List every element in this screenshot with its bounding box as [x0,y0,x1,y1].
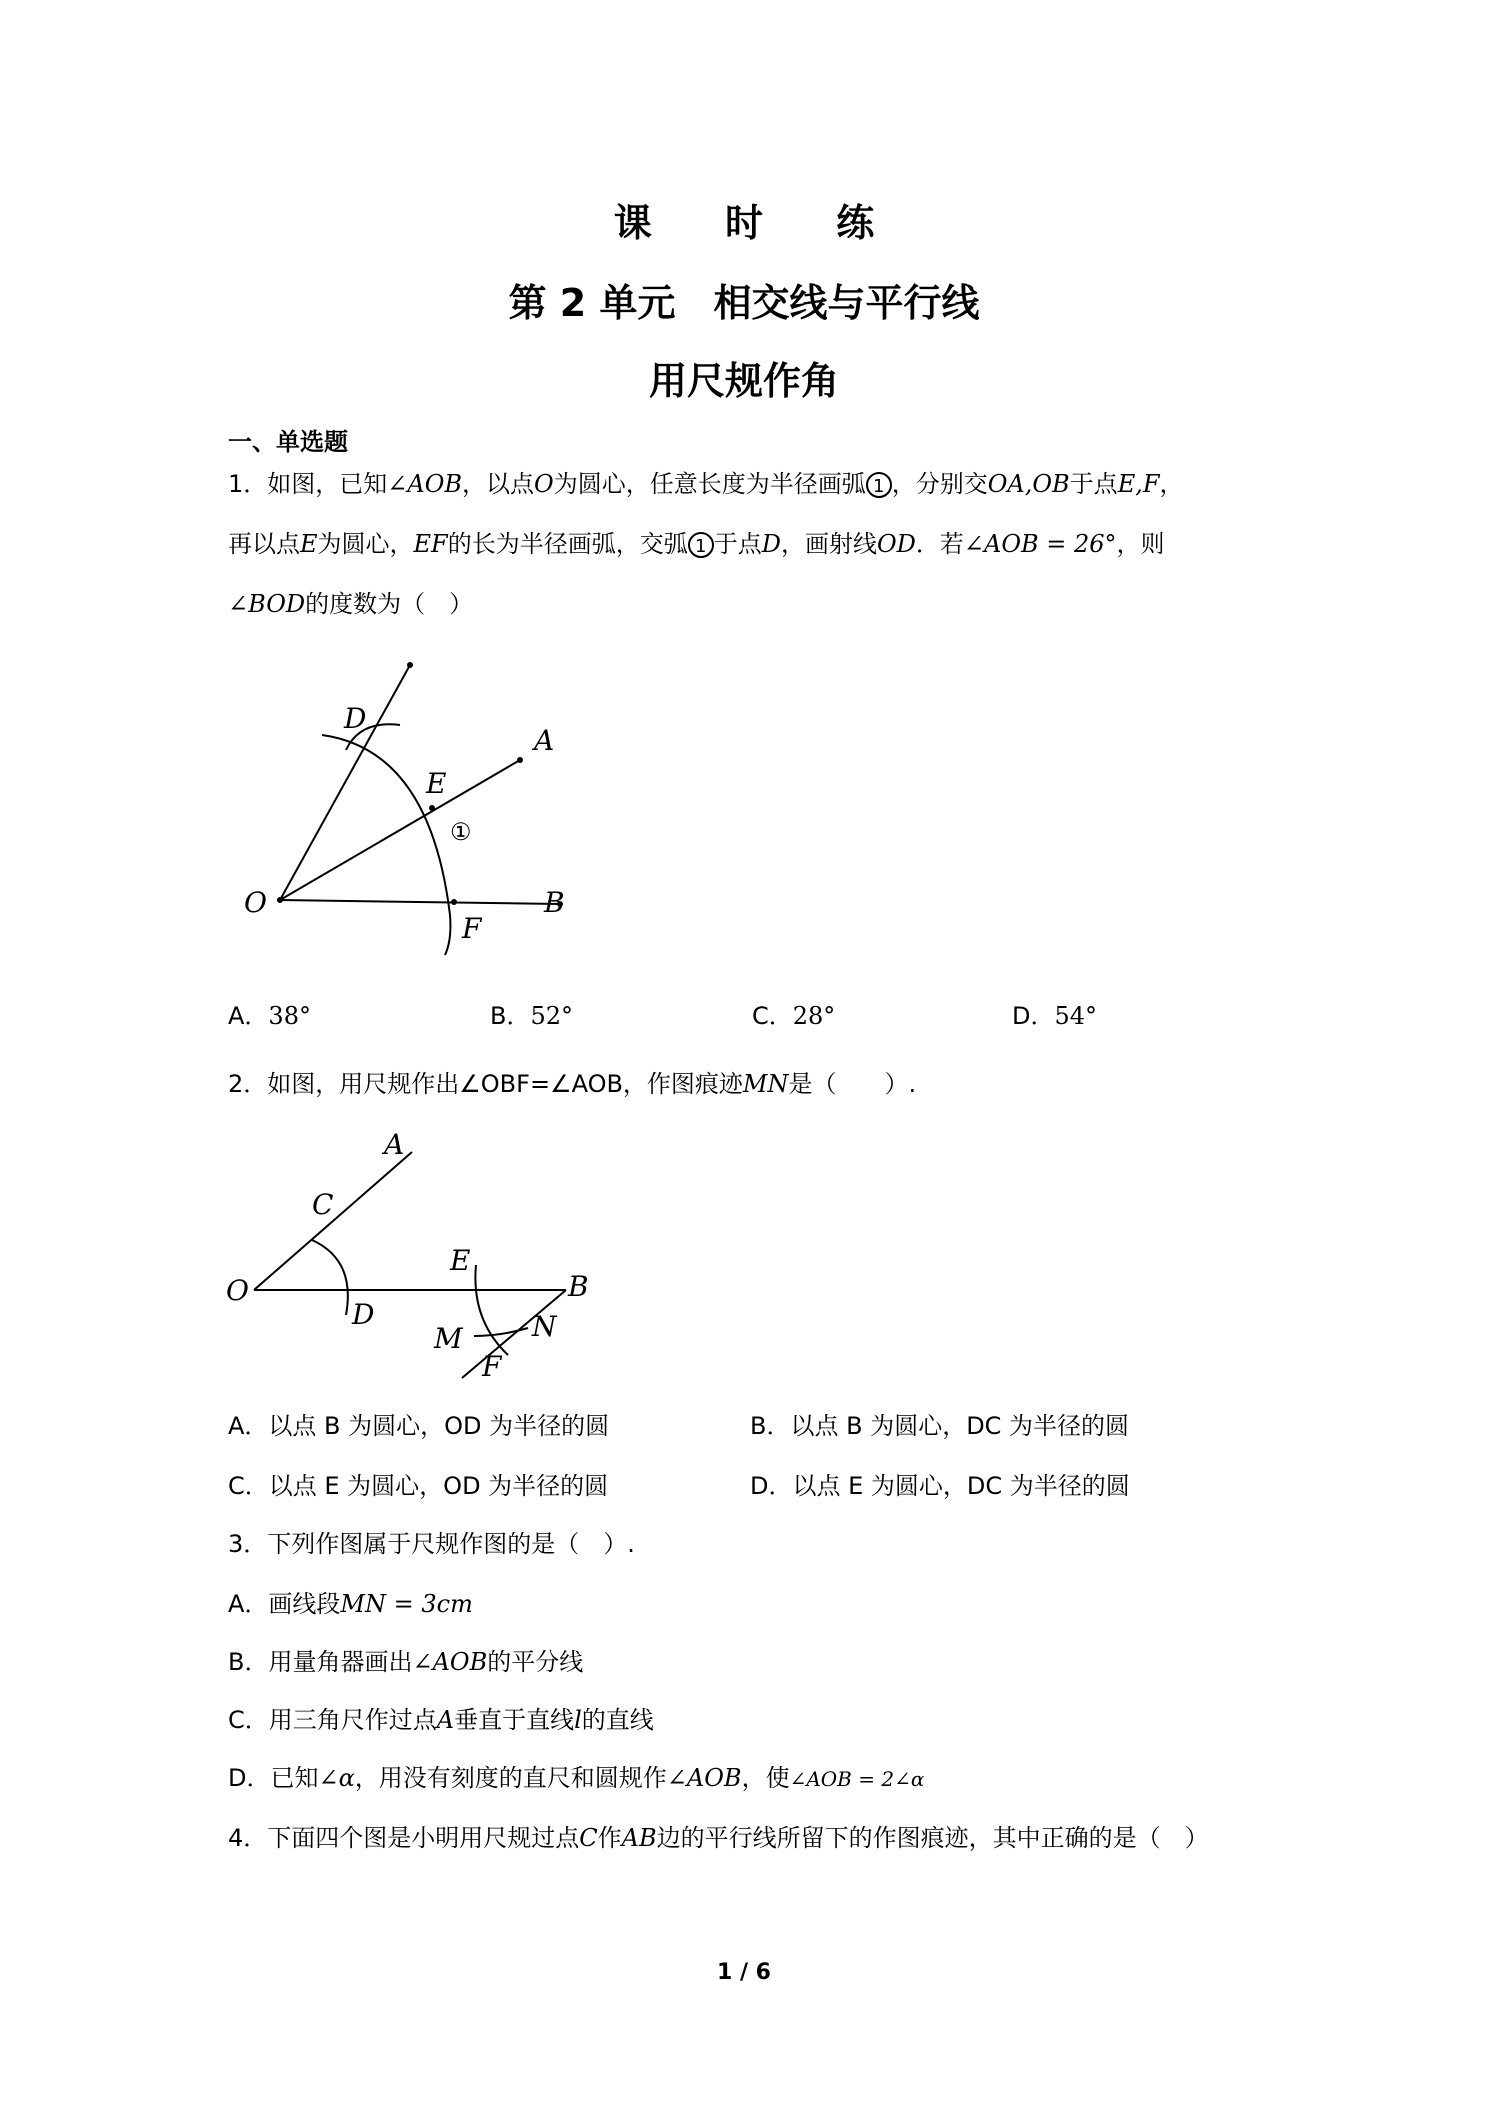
page-number: 1 / 6 [717,1960,771,1985]
q1-line2: 再以点E为圆心，EF的长为半径画弧，交弧 1 于点D，画射线OD．若∠AOB = 26°，则 [228,530,1165,558]
q1-line3: ∠BOD的度数为（ ） [228,590,474,618]
q1-option-b[interactable]: B．52° [490,1002,574,1030]
arc-ef [475,1265,508,1355]
q1-figure [240,650,600,970]
ray-od [280,665,410,900]
label-b: B [544,886,565,919]
section-heading: 一、单选题 [228,428,348,456]
unit-title: 第 2 单元 相交线与平行线 [508,281,980,325]
q3-option-d[interactable]: D．已知∠α，用没有刻度的直尺和圆规作∠AOB，使∠AOB = 2∠α [228,1764,925,1792]
q2-option-b[interactable]: B．以点 B 为圆心，DC 为半径的圆 [750,1412,1130,1440]
label-f: F [462,912,482,945]
q2-figure [226,1130,606,1390]
label-f: F [482,1350,502,1383]
label-n: N [532,1310,557,1343]
q3-option-b[interactable]: B．用量角器画出∠AOB的平分线 [228,1648,584,1676]
label-a: A [384,1130,405,1161]
label-e: E [450,1244,471,1277]
ray-ob [280,900,560,904]
q4-stem: 4．下面四个图是小明用尺规过点C作AB边的平行线所留下的作图痕迹，其中正确的是（ ） [228,1824,1209,1852]
q2-option-c[interactable]: C．以点 E 为圆心，OD 为半径的圆 [228,1472,609,1500]
label-a: A [534,724,555,757]
q2-option-d[interactable]: D．以点 E 为圆心，DC 为半径的圆 [750,1472,1130,1500]
circled-one: 1 [688,532,714,558]
q2-option-a[interactable]: A．以点 B 为圆心，OD 为半径的圆 [228,1412,610,1440]
label-m: M [434,1322,463,1355]
q2-stem: 2．如图，用尺规作出∠OBF=∠AOB，作图痕迹MN是（ ）. [228,1070,917,1098]
ray-oa [280,760,520,900]
ray-oa [254,1152,412,1290]
q1-option-d[interactable]: D．54° [1012,1002,1098,1030]
label-d: D [344,702,367,735]
circled-one: 1 [866,472,892,498]
q1-option-c[interactable]: C．28° [752,1002,836,1030]
label-e: E [426,767,447,800]
arc-mn [474,1328,528,1336]
doc-title: 课 时 练 [613,201,905,245]
q3-stem: 3．下列作图属于尺规作图的是（ ）. [228,1530,635,1558]
q3-option-c[interactable]: C．用三角尺作过点A垂直于直线l的直线 [228,1706,654,1734]
q1-line1: 1．如图，已知∠AOB，以点O为圆心，任意长度为半径画弧 1 ，分别交OA,OB于点E,F， [228,470,1184,498]
arc-cd [312,1240,348,1315]
q3-option-a[interactable]: A．画线段MN = 3cm [228,1590,473,1618]
label-o: O [226,1274,249,1307]
label-circled-one: ① [450,818,472,846]
label-b: B [568,1270,589,1303]
label-o: O [244,886,267,919]
q1-option-a[interactable]: A．38° [228,1002,311,1030]
lesson-title: 用尺规作角 [648,359,839,403]
label-d: D [352,1298,375,1331]
label-c: C [312,1188,334,1221]
